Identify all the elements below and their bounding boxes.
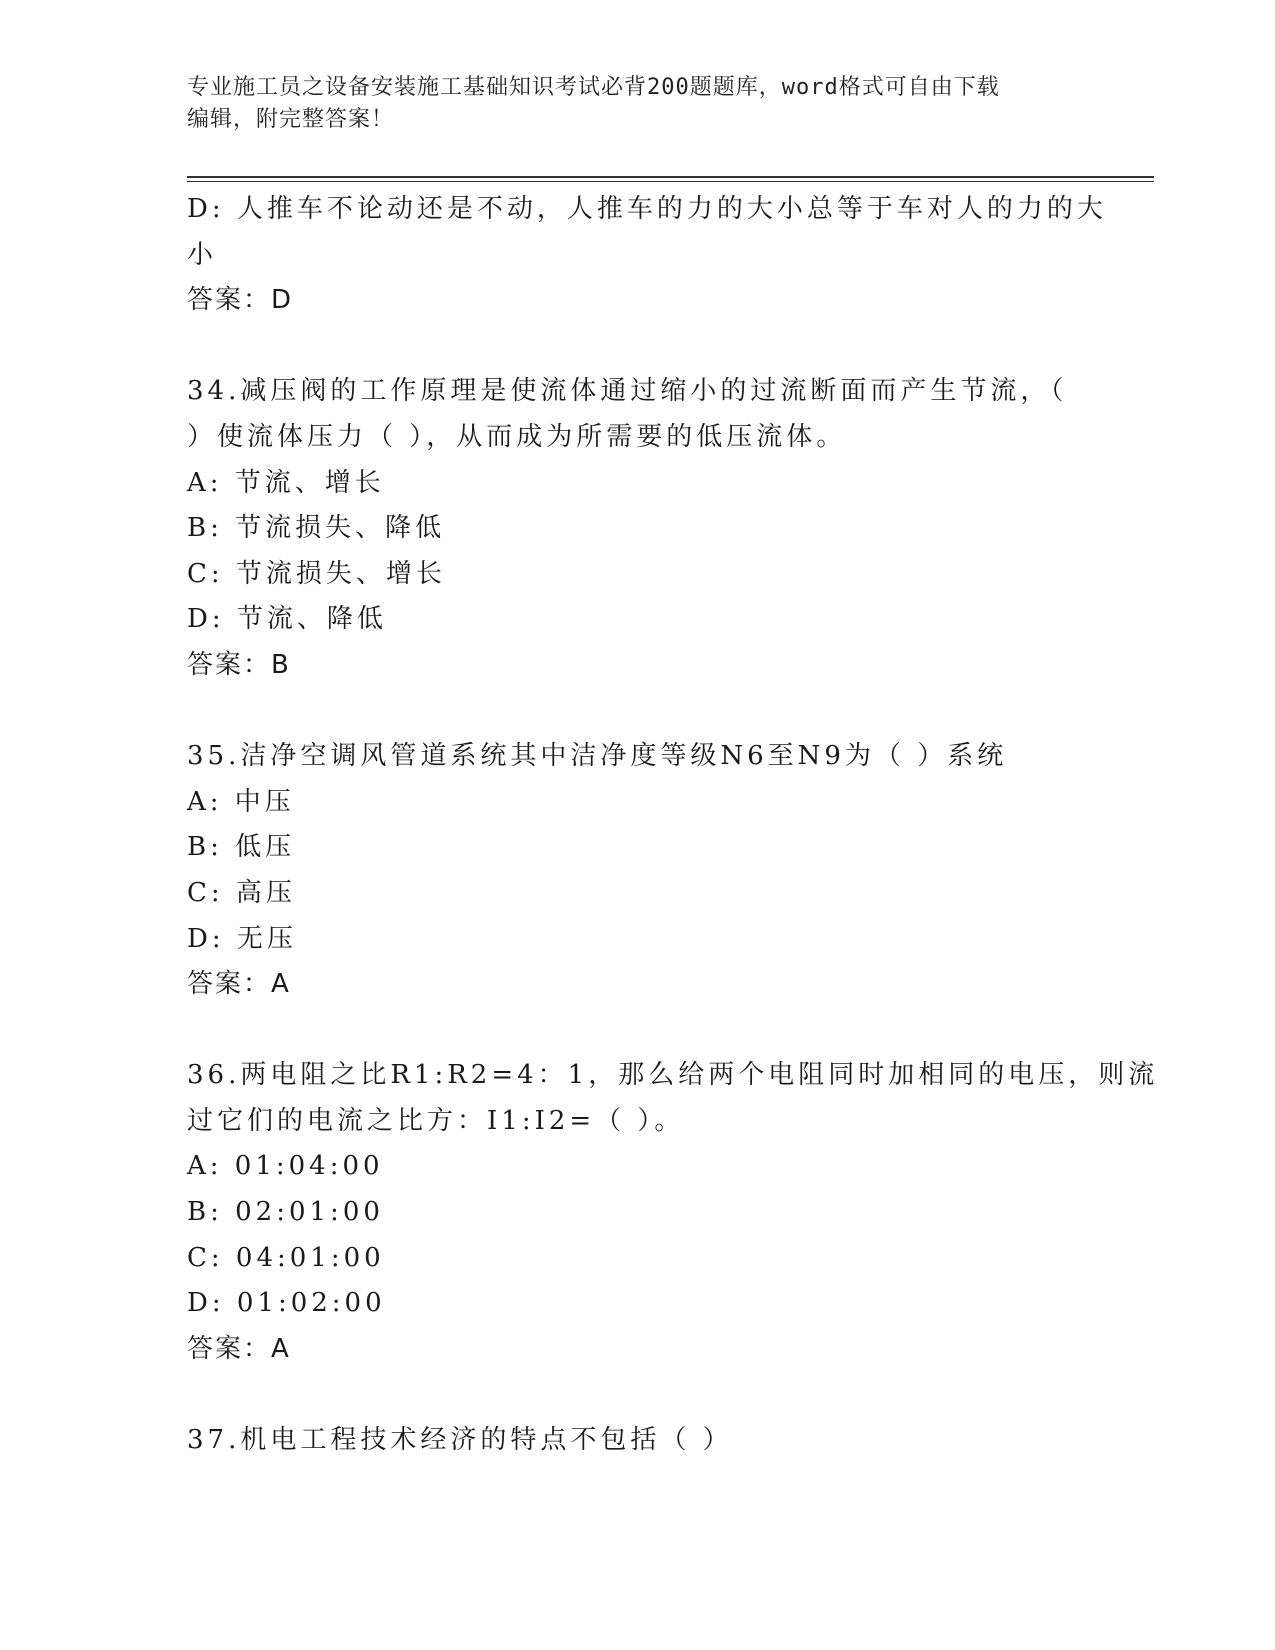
option-d: D: 节流、降低 — [187, 604, 387, 635]
question-stem: 37.机电工程技术经济的特点不包括（ ） — [187, 1425, 733, 1456]
question-stem: 36.两电阻之比R1:R2=4：1，那么给两个电阻同时加相同的电压，则流 — [187, 1060, 1159, 1091]
answer-line: 答案：B — [187, 649, 291, 680]
header-divider-thick — [187, 176, 1154, 178]
question-stem-continued: ）使流体压力（ ），从而成为所需要的低压流体。 — [187, 421, 847, 452]
question-content — [187, 187, 1159, 1464]
option-c: C: 高压 — [187, 877, 296, 908]
document-header — [187, 72, 1067, 136]
option-a: A: 01:04:00 — [187, 1151, 384, 1182]
spacer — [187, 1008, 1087, 1054]
header-title-line-1: 专业施工员之设备安装施工基础知识考试必背200题题库，word格式可自由下载 — [187, 75, 1000, 100]
question-36 — [187, 1053, 1159, 1372]
option-b: B: 02:01:00 — [187, 1197, 384, 1228]
question-stem-continued: 过它们的电流之比方：I1:I2=（ ）。 — [187, 1105, 685, 1136]
option-d-continued: 小 — [187, 239, 218, 270]
question-35 — [187, 734, 1087, 1008]
option-b: B: 节流损失、降低 — [187, 513, 446, 544]
header-divider-thin — [187, 181, 1154, 182]
option-c: C: 节流损失、增长 — [187, 558, 446, 589]
answer-line: 答案：A — [187, 1333, 291, 1364]
question-33-tail — [187, 187, 1107, 324]
option-a: A: 中压 — [187, 786, 295, 817]
question-stem: 34.减压阀的工作原理是使流体通过缩小的过流断面而产生节流，（ — [187, 376, 1068, 407]
option-d: D: 人推车不论动还是不动，人推车的力的大小总等于车对人的力的大 — [187, 194, 1107, 224]
spacer — [187, 689, 1087, 735]
question-37 — [187, 1418, 1087, 1464]
question-34 — [187, 369, 1087, 688]
spacer — [187, 324, 1087, 370]
answer-line: 答案：A — [187, 969, 291, 1000]
option-b: B: 低压 — [187, 832, 296, 863]
spacer — [187, 1372, 1087, 1418]
option-c: C: 04:01:00 — [187, 1242, 385, 1273]
option-d: D: 无压 — [187, 923, 297, 954]
answer-line: 答案：D — [187, 285, 294, 316]
option-d: D: 01:02:00 — [187, 1288, 386, 1319]
question-stem: 35.洁净空调风管道系统其中洁净度等级N6至N9为（ ）系统 — [187, 741, 1008, 772]
header-title-line-2: 编辑，附完整答案！ — [187, 107, 395, 132]
option-a: A: 节流、增长 — [187, 467, 385, 498]
